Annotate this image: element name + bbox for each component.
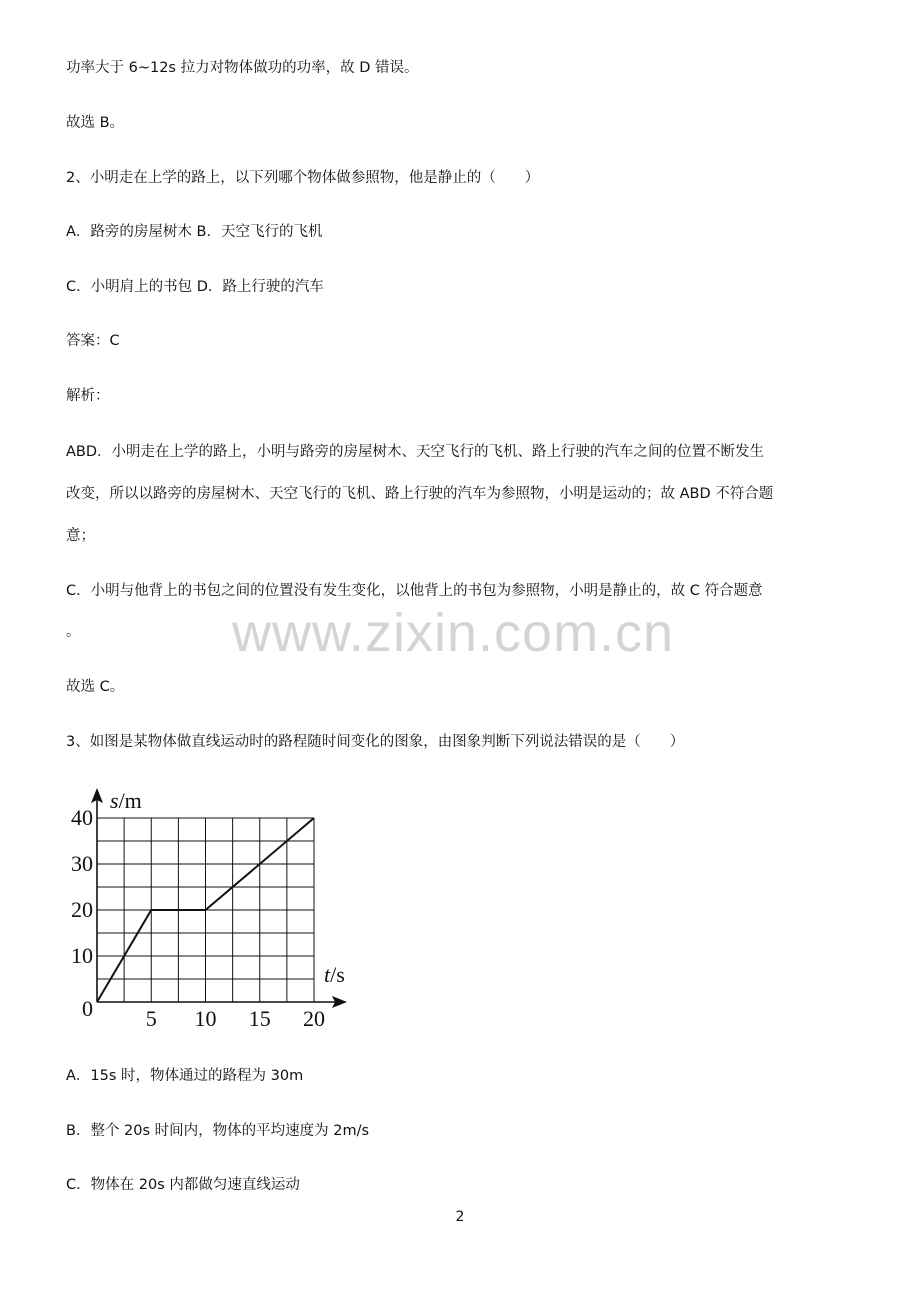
options-cd: C．小明肩上的书包 D．路上行驶的汽车 [66,279,324,295]
y-axis-label: s/m [110,788,142,813]
y-tick-label: 40 [71,805,93,830]
options-ab: A．路旁的房屋树木 B．天空飞行的飞机 [66,224,323,240]
option-b: B．整个 20s 时间内，物体的平均速度为 2m/s [66,1123,370,1139]
analysis-line-4: C．小明与他背上的书包之间的位置没有发生变化，以他背上的书包为参照物，小明是静止的，故 C 符合题意 [66,583,763,599]
analysis-label: 解析： [66,388,110,404]
answer: 答案：C [66,333,120,349]
x-tick-label: 10 [194,1006,217,1031]
x-axis-label: t/s [324,962,345,987]
text-line-2: 故选 B。 [66,115,125,131]
y-tick-label: 20 [71,897,93,922]
y-tick-label: 30 [71,851,93,876]
watermark: www.zixin.com.cn [232,603,675,663]
text-line-1: 功率大于 6~12s 拉力对物体做功的功率，故 D 错误。 [66,60,419,76]
analysis-line-5: 。 [66,624,81,640]
page-number: 2 [455,1209,465,1225]
x-tick-label: 20 [303,1006,325,1031]
question-2: 2、小明走在上学的路上，以下列哪个物体做参照物，他是静止的（ ） [66,170,540,186]
x-tick-label: 5 [145,1006,157,1031]
option-a: A．15s 时，物体通过的路程为 30m [66,1068,304,1084]
conclusion: 故选 C。 [66,679,125,695]
analysis-line-3: 意； [66,528,95,544]
origin-label: 0 [82,996,93,1021]
question-3: 3、如图是某物体做直线运动时的路程随时间变化的图象，由图象判断下列说法错误的是（ ） [66,734,685,750]
st-graph [60,782,360,1032]
option-c: C．物体在 20s 内都做匀速直线运动 [66,1177,300,1193]
analysis-line-1: ABD．小明走在上学的路上，小明与路旁的房屋树木、天空飞行的飞机、路上行驶的汽车之间的位置不断发生 [66,444,765,460]
x-tick-label: 15 [248,1006,271,1031]
y-tick-label: 10 [71,943,93,968]
analysis-line-2: 改变，所以以路旁的房屋树木、天空飞行的飞机、路上行驶的汽车为参照物，小明是运动的；故 ABD 不符合题 [66,486,774,502]
